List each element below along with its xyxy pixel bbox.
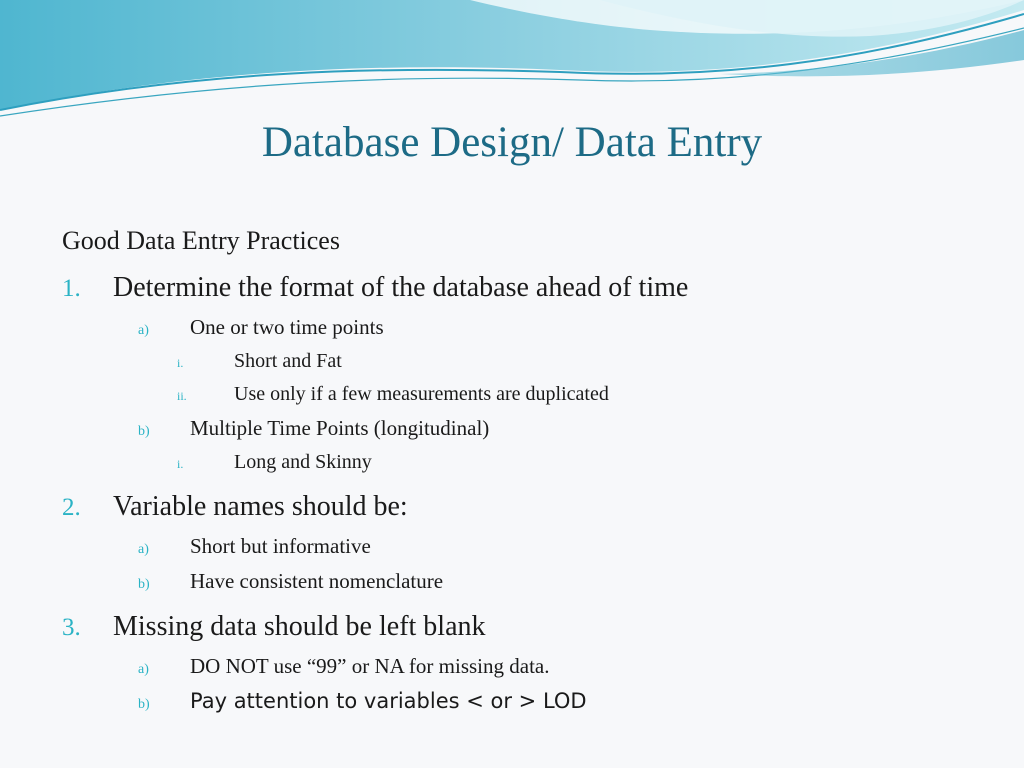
list-subitem-1b-i	[62, 446, 1002, 479]
header-wave-decoration	[0, 0, 1024, 130]
list-marker: b)	[138, 577, 150, 592]
list-marker: b)	[138, 697, 150, 712]
intro-heading: Good Data Entry Practices	[62, 226, 340, 255]
list-item-text: Short and Fat	[234, 350, 342, 372]
list-item-text: Use only if a few measurements are duplicated	[234, 383, 609, 405]
list-item-text: One or two time points	[190, 315, 384, 339]
list-marker: i.	[177, 457, 184, 471]
list-subitem-3b	[62, 684, 1002, 719]
list-marker: 1.	[62, 275, 81, 302]
list-marker: a)	[138, 662, 149, 677]
list-marker: 3.	[62, 614, 81, 641]
slide-title: Database Design/ Data Entry	[261, 119, 763, 166]
list-item-text: DO NOT use “99” or NA for missing data.	[190, 654, 550, 678]
list-subitem-1a	[62, 310, 1002, 345]
list-marker: 2.	[62, 494, 81, 521]
list-marker: b)	[138, 424, 150, 439]
list-item-text: Missing data should be left blank	[113, 611, 486, 642]
slide-body	[62, 222, 1002, 719]
list-item-text: Have consistent nomenclature	[190, 569, 444, 593]
list-marker: a)	[138, 323, 149, 338]
list-item-text: Pay attention to variables < or > LOD	[190, 689, 587, 713]
list-marker: a)	[138, 542, 149, 557]
list-marker: ii.	[177, 389, 187, 403]
list-item-1	[62, 266, 1002, 310]
list-item-text: Long and Skinny	[234, 451, 372, 473]
list-subitem-1a-ii	[62, 378, 1002, 411]
list-subitem-3a	[62, 649, 1002, 684]
list-subitem-2b	[62, 564, 1002, 599]
list-subitem-2a	[62, 529, 1002, 564]
list-marker: i.	[177, 356, 184, 370]
list-item-text: Variable names should be:	[113, 491, 408, 522]
list-item-text: Determine the format of the database ahead of time	[113, 272, 689, 303]
list-subitem-1b	[62, 411, 1002, 446]
list-item-2	[62, 485, 1002, 529]
list-item-text: Short but informative	[190, 534, 371, 558]
list-item-text: Multiple Time Points (longitudinal)	[190, 416, 490, 440]
list-subitem-1a-i	[62, 345, 1002, 378]
list-item-3	[62, 605, 1002, 649]
